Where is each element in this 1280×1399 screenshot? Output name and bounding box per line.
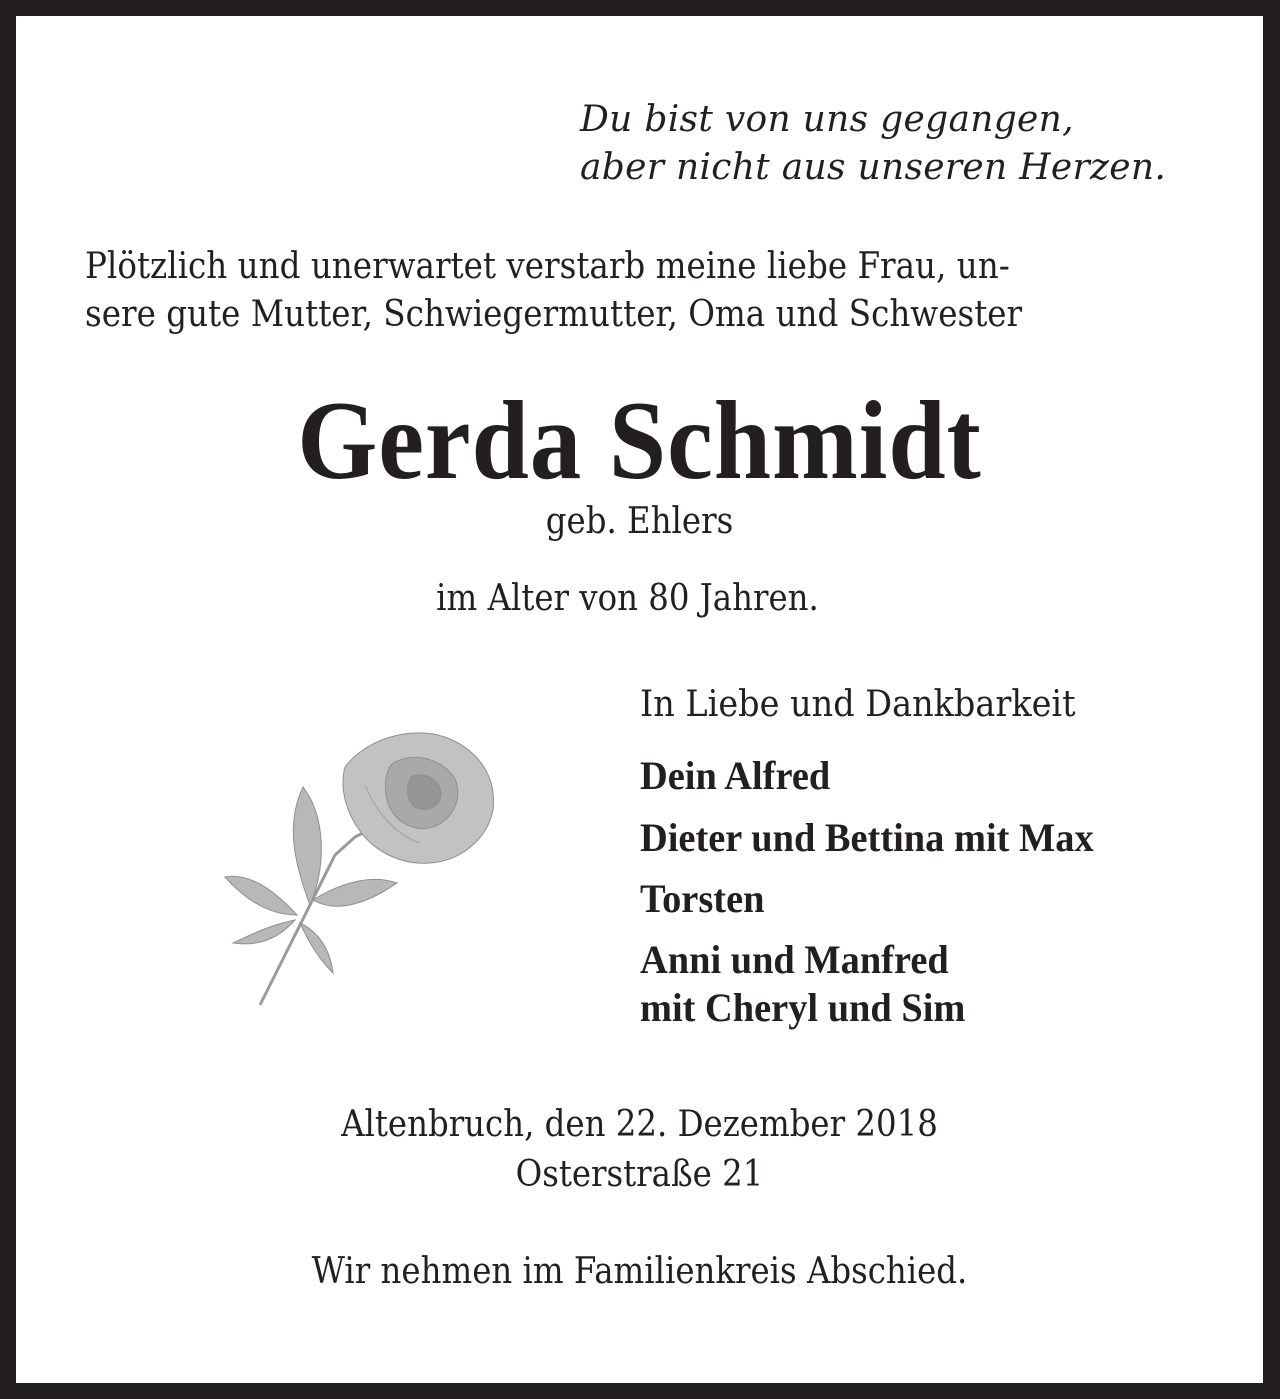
deceased-name: Gerda Schmidt [297, 379, 982, 503]
quote-line-1: Du bist von uns gegangen, [580, 99, 1074, 140]
family-member: Anni und Manfred [640, 937, 949, 982]
place-date: Altenbruch, den 22. Dezember 2018 [341, 1104, 938, 1145]
intro-line-2: sere gute Mutter, Schwiegermutter, Oma und Schwester [85, 294, 1023, 335]
thanks-line: In Liebe und Dankbarkeit [640, 684, 1076, 725]
rose-icon [215, 715, 505, 1015]
address: Osterstraße 21 [515, 1154, 764, 1195]
family-member: Torsten [640, 876, 765, 921]
family-member: Dein Alfred [640, 753, 831, 798]
birth-name: geb. Ehlers [545, 501, 734, 542]
family-member: mit Cheryl und Sim [640, 985, 966, 1030]
family-member: Dieter und Bettina mit Max [640, 815, 1094, 860]
quote-line-2: aber nicht aus unseren Herzen. [580, 147, 1167, 188]
closing-line: Wir nehmen im Familienkreis Abschied. [311, 1251, 968, 1292]
intro-line-1: Plötzlich und unerwartet verstarb meine liebe Frau, un- [85, 246, 1010, 287]
obituary-notice [16, 16, 1263, 1383]
age-line: im Alter von 80 Jahren. [436, 578, 819, 619]
